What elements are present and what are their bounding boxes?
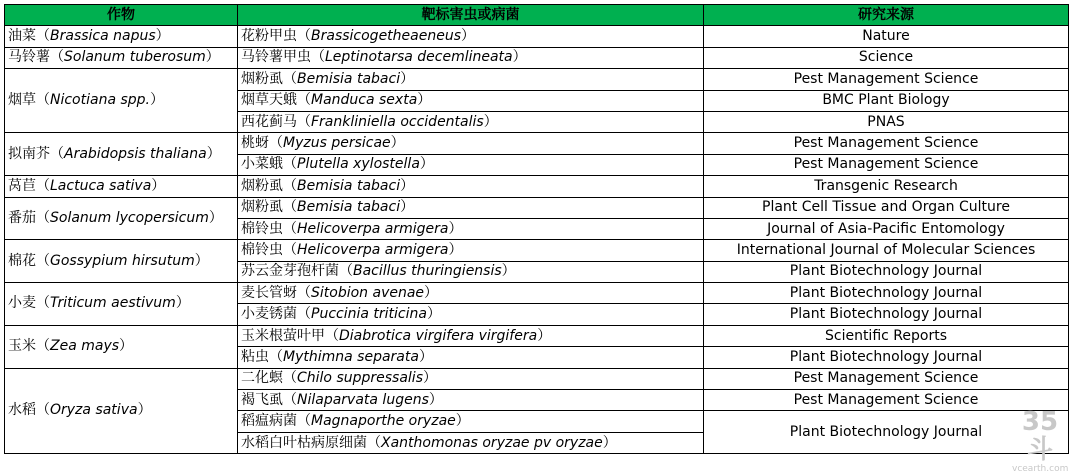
crop-name-cn: 油菜 xyxy=(8,28,36,45)
table-row xyxy=(5,26,1069,47)
target-name-cn: 桃蚜 xyxy=(241,135,269,152)
crop-cell: 油菜（Brassica napus） xyxy=(5,26,238,47)
target-name-cn: 玉米根萤叶甲 xyxy=(241,327,325,344)
crop-name-sci: Triticum aestivum xyxy=(50,295,176,312)
target-cell: 褐飞虱（Nilaparvata lugens） xyxy=(238,390,704,411)
target-name-sci: Bemisia tabaci xyxy=(297,70,401,87)
target-cell: 二化螟（Chilo suppressalis） xyxy=(238,368,704,389)
source-cell: Science xyxy=(704,47,1069,68)
table-row xyxy=(5,283,1069,304)
table-body xyxy=(5,26,1069,454)
target-name-sci: Leptinotarsa decemlineata xyxy=(325,49,513,66)
crop-name-sci: Solanum lycopersicum xyxy=(50,209,209,226)
source-cell: Plant Biotechnology Journal xyxy=(704,347,1069,368)
source-cell: Pest Management Science xyxy=(704,133,1069,154)
crop-cell: 拟南芥（Arabidopsis thaliana） xyxy=(5,133,238,176)
target-name-cn: 水稻白叶枯病原细菌 xyxy=(241,434,367,451)
target-name-cn: 烟草天蛾 xyxy=(241,92,297,109)
target-name-cn: 小菜蛾 xyxy=(241,156,283,173)
header-crop: 作物 xyxy=(5,5,238,26)
target-name-cn: 花粉甲虫 xyxy=(241,28,297,45)
target-name-cn: 麦长管蚜 xyxy=(241,284,297,301)
target-name-sci: Plutella xylostella xyxy=(297,156,420,173)
target-name-sci: Xanthomonas oryzae pv oryzae xyxy=(381,434,603,451)
target-name-sci: Sitobion avenae xyxy=(311,284,425,301)
target-name-sci: Brassicogetheaeneus xyxy=(311,28,462,45)
table-row xyxy=(5,197,1069,218)
crop-name-sci: Nicotiana spp. xyxy=(50,92,151,109)
watermark-logo: 35斗 xyxy=(1021,407,1059,465)
target-name-sci: Bemisia tabaci xyxy=(297,199,401,216)
target-name-cn: 西花蓟马 xyxy=(241,113,297,130)
source-cell: Scientific Reports xyxy=(704,325,1069,346)
target-name-cn: 苏云金芽孢杆菌 xyxy=(241,263,339,280)
site-watermark xyxy=(1012,407,1069,474)
crop-name-cn: 水稻 xyxy=(8,402,36,419)
source-cell: Transgenic Research xyxy=(704,176,1069,197)
target-cell: 西花蓟马（Frankliniella occidentalis） xyxy=(238,111,704,132)
header-source: 研究来源 xyxy=(704,5,1069,26)
table-row xyxy=(5,47,1069,68)
source-cell: Plant Biotechnology Journal xyxy=(704,283,1069,304)
crop-name-sci: Arabidopsis thaliana xyxy=(64,145,207,162)
source-cell: Plant Biotechnology Journal xyxy=(704,304,1069,325)
target-name-cn: 烟粉虱 xyxy=(241,70,283,87)
target-name-cn: 小麦锈菌 xyxy=(241,306,297,323)
target-name-cn: 棉铃虫 xyxy=(241,220,283,237)
crop-name-cn: 马铃薯 xyxy=(8,49,50,66)
crop-cell: 水稻（Oryza sativa） xyxy=(5,368,238,454)
header-row xyxy=(5,5,1069,26)
source-cell: PNAS xyxy=(704,111,1069,132)
crop-name-cn: 拟南芥 xyxy=(8,145,50,162)
crop-cell: 莴苣（Lactuca sativa） xyxy=(5,176,238,197)
target-name-cn: 烟粉虱 xyxy=(241,177,283,194)
crop-name-sci: Gossypium hirsutum xyxy=(50,252,195,269)
source-cell: International Journal of Molecular Sciences xyxy=(704,240,1069,261)
target-cell: 水稻白叶枯病原细菌（Xanthomonas oryzae pv oryzae） xyxy=(238,432,704,453)
source-cell: Journal of Asia-Pacific Entomology xyxy=(704,218,1069,239)
target-name-cn: 稻瘟病菌 xyxy=(241,413,297,430)
target-name-sci: Chilo suppressalis xyxy=(297,370,423,387)
target-cell: 烟粉虱（Bemisia tabaci） xyxy=(238,176,704,197)
crop-name-cn: 烟草 xyxy=(8,92,36,109)
crop-name-cn: 小麦 xyxy=(8,295,36,312)
target-cell: 小麦锈菌（Puccinia triticina） xyxy=(238,304,704,325)
target-cell: 棉铃虫（Helicoverpa armigera） xyxy=(238,240,704,261)
target-cell: 棉铃虫（Helicoverpa armigera） xyxy=(238,218,704,239)
source-cell: Pest Management Science xyxy=(704,154,1069,175)
target-name-sci: Frankliniella occidentalis xyxy=(311,113,484,130)
target-name-sci: Bemisia tabaci xyxy=(297,177,401,194)
target-cell: 粘虫（Mythimna separata） xyxy=(238,347,704,368)
crop-name-cn: 莴苣 xyxy=(8,177,36,194)
target-name-sci: Puccinia triticina xyxy=(311,306,427,323)
target-cell: 小菜蛾（Plutella xylostella） xyxy=(238,154,704,175)
target-cell: 烟粉虱（Bemisia tabaci） xyxy=(238,197,704,218)
target-name-cn: 棉铃虫 xyxy=(241,241,283,258)
target-cell: 桃蚜（Myzus persicae） xyxy=(238,133,704,154)
source-cell: Plant Biotechnology Journal xyxy=(704,411,1069,454)
target-name-cn: 烟粉虱 xyxy=(241,199,283,216)
target-name-sci: Magnaporthe oryzae xyxy=(311,413,456,430)
target-name-sci: Myzus persicae xyxy=(283,135,391,152)
source-cell: Pest Management Science xyxy=(704,390,1069,411)
target-cell: 花粉甲虫（Brassicogetheaeneus） xyxy=(238,26,704,47)
target-name-sci: Helicoverpa armigera xyxy=(297,220,449,237)
target-name-sci: Diabrotica virgifera virgifera xyxy=(339,327,538,344)
research-table xyxy=(4,4,1069,454)
table-row xyxy=(5,325,1069,346)
header-target: 靶标害虫或病菌 xyxy=(238,5,704,26)
target-name-cn: 褐飞虱 xyxy=(241,391,283,408)
target-cell: 稻瘟病菌（Magnaporthe oryzae） xyxy=(238,411,704,432)
target-name-sci: Mythimna separata xyxy=(283,348,419,365)
table-row xyxy=(5,69,1069,90)
watermark-url: vcearth.com xyxy=(1012,464,1069,474)
crop-name-cn: 番茄 xyxy=(8,209,36,226)
target-name-cn: 粘虫 xyxy=(241,348,269,365)
crop-name-cn: 玉米 xyxy=(8,338,36,355)
table-row xyxy=(5,176,1069,197)
target-cell: 苏云金芽孢杆菌（Bacillus thuringiensis） xyxy=(238,261,704,282)
target-name-sci: Helicoverpa armigera xyxy=(297,241,449,258)
source-cell: Plant Cell Tissue and Organ Culture xyxy=(704,197,1069,218)
target-name-sci: Nilaparvata lugens xyxy=(297,391,429,408)
table-row xyxy=(5,133,1069,154)
target-cell: 烟草天蛾（Manduca sexta） xyxy=(238,90,704,111)
crop-cell: 玉米（Zea mays） xyxy=(5,325,238,368)
crop-name-sci: Solanum tuberosum xyxy=(64,49,206,66)
target-cell: 马铃薯甲虫（Leptinotarsa decemlineata） xyxy=(238,47,704,68)
crop-name-sci: Lactuca sativa xyxy=(50,177,152,194)
crop-name-sci: Zea mays xyxy=(50,338,120,355)
target-cell: 玉米根萤叶甲（Diabrotica virgifera virgifera） xyxy=(238,325,704,346)
crop-cell: 番茄（Solanum lycopersicum） xyxy=(5,197,238,240)
target-name-cn: 马铃薯甲虫 xyxy=(241,49,311,66)
crop-cell: 烟草（Nicotiana spp.） xyxy=(5,69,238,133)
target-name-sci: Manduca sexta xyxy=(311,92,418,109)
target-name-sci: Bacillus thuringiensis xyxy=(353,263,502,280)
source-cell: BMC Plant Biology xyxy=(704,90,1069,111)
table-row xyxy=(5,368,1069,389)
source-cell: Plant Biotechnology Journal xyxy=(704,261,1069,282)
target-name-cn: 二化螟 xyxy=(241,370,283,387)
crop-cell: 小麦（Triticum aestivum） xyxy=(5,283,238,326)
crop-name-sci: Oryza sativa xyxy=(50,402,138,419)
crop-name-cn: 棉花 xyxy=(8,252,36,269)
target-cell: 烟粉虱（Bemisia tabaci） xyxy=(238,69,704,90)
table-row xyxy=(5,240,1069,261)
source-cell: Pest Management Science xyxy=(704,368,1069,389)
source-cell: Pest Management Science xyxy=(704,69,1069,90)
target-cell: 麦长管蚜（Sitobion avenae） xyxy=(238,283,704,304)
crop-cell: 马铃薯（Solanum tuberosum） xyxy=(5,47,238,68)
crop-name-sci: Brassica napus xyxy=(50,28,156,45)
crop-cell: 棉花（Gossypium hirsutum） xyxy=(5,240,238,283)
source-cell: Nature xyxy=(704,26,1069,47)
